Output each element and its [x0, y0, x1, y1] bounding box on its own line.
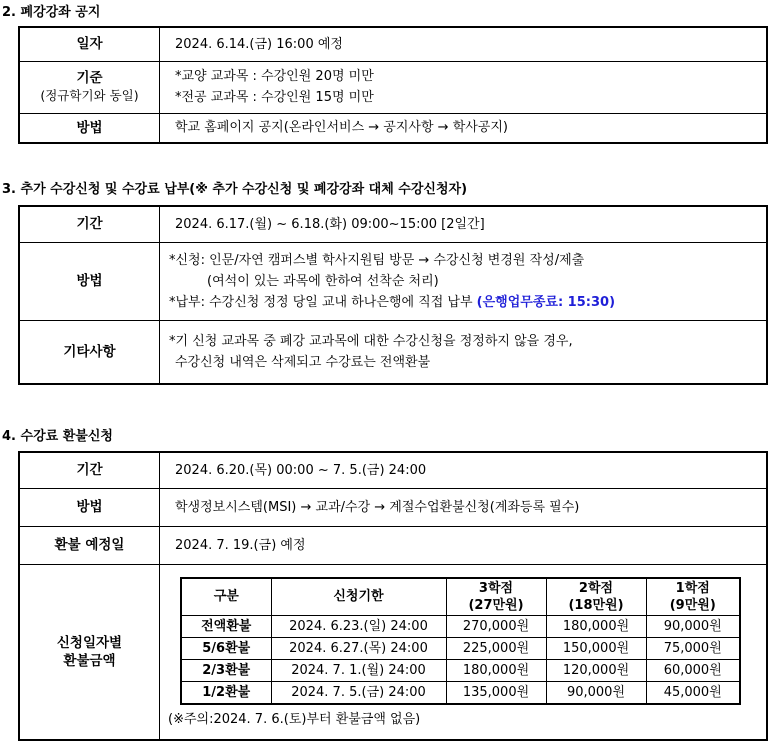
header-category: 구분 — [181, 578, 271, 616]
refund-deadline: 2024. 7. 1.(월) 24:00 — [271, 659, 446, 681]
refund-note: (※주의:2024. 7. 6.(토)부터 환불금액 없음) — [168, 711, 421, 727]
row-label — [19, 564, 160, 740]
table-row — [181, 615, 740, 637]
misc-line: 수강신청 내역은 삭제되고 수강료는 전액환불 — [175, 354, 431, 370]
refund-2-credit: 180,000원 — [546, 615, 646, 637]
table-row — [19, 320, 767, 384]
row-label: 방법 — [19, 113, 160, 143]
section-4-title: 4. 수강료 환불신청 — [2, 429, 113, 444]
refund-2-credit: 120,000원 — [546, 659, 646, 681]
refund-1-credit: 45,000원 — [646, 681, 740, 704]
row-label-main: 기준 — [76, 70, 103, 86]
table-row — [181, 659, 740, 681]
refund-label-line: 환불금액 — [63, 652, 116, 669]
row-label: 기간 — [19, 452, 160, 488]
row-label: 방법 — [19, 488, 160, 526]
row-value: 2024. 6.14.(금) 16:00 예정 — [160, 27, 768, 61]
row-label: 방법 — [19, 242, 160, 320]
row-label: 기타사항 — [19, 320, 160, 384]
closure-notice-table — [18, 26, 768, 144]
table-row — [19, 206, 767, 242]
table-row — [19, 452, 767, 488]
section-2-title: 2. 폐강강좌 공지 — [2, 5, 101, 20]
row-value: 2024. 6.17.(월) ~ 6.18.(화) 09:00~15:00 [2일간] — [160, 206, 768, 242]
header-deadline: 신청기한 — [271, 578, 446, 616]
section-3-title: 3. 추가 수강신청 및 수강료 납부(※ 추가 수강신청 및 폐강강좌 대체 수강신청자) — [2, 182, 468, 197]
row-value — [160, 242, 768, 320]
additional-registration-table — [18, 205, 768, 385]
bank-hours-highlight: (은행업무종료: 15:30) — [476, 294, 616, 310]
header-2-credit: 2학점 (18만원) — [546, 578, 646, 616]
refund-deadline: 2024. 7. 5.(금) 24:00 — [271, 681, 446, 704]
header-1-credit: 1학점 (9만원) — [646, 578, 740, 616]
refund-kind: 전액환불 — [181, 615, 271, 637]
method-line: (여석이 있는 과목에 한하여 선착순 처리) — [207, 273, 439, 289]
refund-3-credit: 135,000원 — [446, 681, 546, 704]
table-row — [19, 242, 767, 320]
table-row — [181, 637, 740, 659]
row-value: 학생정보시스템(MSI) → 교과/수강 → 계절수업환불신청(계좌등록 필수) — [160, 488, 768, 526]
row-label-sub: (정규학기와 동일) — [40, 88, 139, 103]
row-value: 2024. 7. 19.(금) 예정 — [160, 526, 768, 564]
refund-1-credit: 60,000원 — [646, 659, 740, 681]
table-row — [19, 564, 767, 740]
refund-3-credit: 225,000원 — [446, 637, 546, 659]
table-row — [19, 61, 767, 113]
row-value — [160, 320, 768, 384]
criteria-line: *전공 교과목 : 수강인원 15명 미만 — [175, 90, 374, 105]
refund-amount-cell — [160, 564, 768, 740]
row-value — [160, 61, 768, 113]
refund-3-credit: 180,000원 — [446, 659, 546, 681]
header-3-credit: 3학점 (27만원) — [446, 578, 546, 616]
method-line — [169, 292, 766, 313]
table-row — [19, 27, 767, 61]
refund-2-credit: 90,000원 — [546, 681, 646, 704]
table-row — [19, 113, 767, 143]
payment-text: *납부: 수강신청 정정 당일 교내 하나은행에 직접 납부 — [169, 294, 477, 310]
table-row — [19, 488, 767, 526]
refund-1-credit: 90,000원 — [646, 615, 740, 637]
refund-info-table — [18, 451, 768, 741]
refund-kind: 1/2환불 — [181, 681, 271, 704]
method-line: *신청: 인문/자연 캠퍼스별 학사지원팀 방문 → 수강신청 변경원 작성/제출 — [169, 252, 585, 268]
row-value: 학교 홈페이지 공지(온라인서비스 → 공지사항 → 학사공지) — [160, 113, 768, 143]
criteria-line: *교양 교과목 : 수강인원 20명 미만 — [175, 69, 374, 84]
refund-1-credit: 75,000원 — [646, 637, 740, 659]
refund-header-row — [181, 578, 740, 616]
refund-amount-table — [180, 577, 741, 705]
refund-deadline: 2024. 6.27.(목) 24:00 — [271, 637, 446, 659]
refund-2-credit: 150,000원 — [546, 637, 646, 659]
misc-line: *기 신청 교과목 중 폐강 교과목에 대한 수강신청을 정정하지 않을 경우, — [169, 333, 573, 349]
refund-label-line: 신청일자별 — [56, 634, 123, 651]
refund-kind: 2/3환불 — [181, 659, 271, 681]
row-label: 기간 — [19, 206, 160, 242]
refund-3-credit: 270,000원 — [446, 615, 546, 637]
row-label: 환불 예정일 — [19, 526, 160, 564]
table-row — [181, 681, 740, 704]
row-label: 일자 — [19, 27, 160, 61]
table-row — [19, 526, 767, 564]
refund-deadline: 2024. 6.23.(일) 24:00 — [271, 615, 446, 637]
refund-kind: 5/6환불 — [181, 637, 271, 659]
row-value: 2024. 6.20.(목) 00:00 ~ 7. 5.(금) 24:00 — [160, 452, 768, 488]
row-label — [19, 61, 160, 113]
